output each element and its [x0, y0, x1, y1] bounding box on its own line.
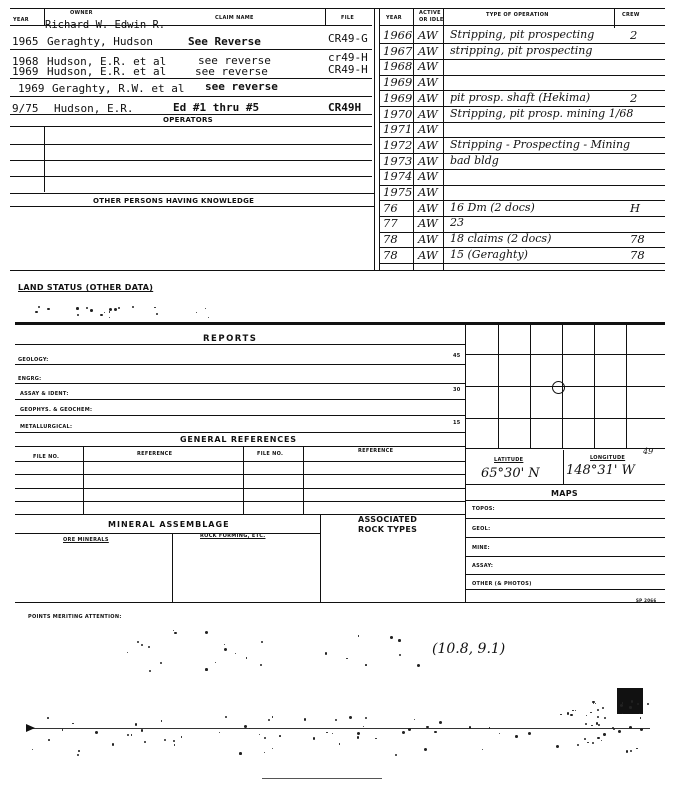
- reports-heading: REPORTS: [203, 334, 258, 344]
- scan-speck: [86, 307, 88, 309]
- operation-type: Stripping, pit prosp. mining 1/68: [450, 106, 634, 120]
- scan-speck: [173, 740, 175, 742]
- scan-speck: [640, 717, 641, 718]
- operation-status: AW: [418, 75, 438, 90]
- owner-row-3-owner: Hudson, E.R. et al: [47, 65, 167, 78]
- operation-row-rule: [380, 263, 665, 264]
- operation-status: AW: [418, 232, 438, 247]
- operation-status: AW: [418, 106, 438, 121]
- operation-year: 77: [383, 216, 398, 231]
- scan-speck: [326, 732, 327, 733]
- scan-speck: [112, 743, 114, 745]
- header-bottom-rule-right: [380, 25, 665, 26]
- owner-row-2-owner: Hudson, E.R. et al: [47, 55, 167, 68]
- scan-speck: [586, 715, 587, 716]
- geol-rule: [466, 537, 665, 538]
- operation-year: 1973: [383, 153, 413, 168]
- scan-speck: [398, 639, 401, 642]
- year-operation-column-header: YEAR: [386, 15, 402, 21]
- type-of-operation-column-header: TYPE OF OPERATION: [486, 12, 549, 18]
- scan-speck: [604, 717, 606, 719]
- crew-column-header: CREW: [622, 12, 640, 18]
- land-status-heading: LAND STATUS (OTHER DATA): [18, 283, 154, 292]
- rock-forming-label: ROCK FORMING, ETC.: [200, 533, 266, 539]
- topos-rule: [466, 518, 665, 519]
- scan-speck: [417, 664, 420, 667]
- scan-speck: [528, 732, 531, 735]
- operation-year: 1970: [383, 106, 413, 121]
- reports-number-30: 30: [453, 387, 461, 393]
- operation-year: 78: [383, 247, 398, 262]
- operation-crew: 78: [630, 232, 645, 247]
- operation-status: AW: [418, 59, 438, 74]
- operation-year: 76: [383, 200, 398, 215]
- scan-speck: [235, 653, 236, 654]
- operation-status: AW: [418, 200, 438, 215]
- header-top-rule: [10, 8, 665, 9]
- operation-status: AW: [418, 137, 438, 152]
- claim-name-column-header: CLAIM NAME: [215, 15, 254, 21]
- operation-crew: 2: [630, 90, 638, 105]
- scan-speck: [224, 644, 225, 645]
- scan-speck: [349, 716, 352, 719]
- scan-speck: [434, 731, 436, 733]
- operation-type: stripping, pit prospecting: [450, 43, 593, 57]
- scan-speck: [149, 670, 151, 672]
- scan-speck: [584, 738, 586, 740]
- references-divider-3: [303, 446, 304, 514]
- scan-speck: [618, 730, 621, 733]
- scan-speck: [109, 311, 111, 313]
- associated-rock-types-line2: ROCK TYPES: [358, 525, 418, 534]
- scan-speck: [399, 654, 401, 656]
- scan-speck: [572, 710, 574, 712]
- operation-status: AW: [418, 247, 438, 262]
- assay-ident-label: ASSAY & IDENT:: [20, 391, 69, 397]
- scan-speck: [567, 712, 570, 715]
- scan-speck: [325, 652, 328, 655]
- operation-status: AW: [418, 153, 438, 168]
- reports-number-15: 15: [453, 420, 461, 426]
- operation-type: pit prosp. shaft (Hekima): [450, 90, 591, 104]
- operation-year: 1975: [383, 185, 413, 199]
- location-marker-icon: [552, 381, 565, 394]
- scan-speck: [640, 728, 643, 731]
- scan-speck: [137, 641, 139, 643]
- scan-speck: [575, 710, 576, 711]
- coordinate-note: (10.8, 9.1): [432, 641, 506, 657]
- operation-year: 1969: [383, 75, 413, 90]
- scan-speck: [622, 713, 624, 715]
- land-status-rule-top: [10, 270, 665, 271]
- operation-year: 1968: [383, 59, 413, 74]
- scan-speck: [132, 306, 134, 308]
- scan-speck: [141, 644, 143, 646]
- scan-speck: [90, 309, 93, 312]
- owner-row-2-year: 1968: [12, 55, 39, 68]
- topos-label: TOPOS:: [472, 506, 495, 512]
- scan-speck: [268, 719, 270, 721]
- scan-speck: [598, 724, 600, 726]
- scan-speck: [637, 703, 640, 706]
- scan-speck: [585, 723, 587, 725]
- scan-speck: [365, 717, 367, 719]
- geology-rule: [15, 364, 465, 365]
- operation-status: AW: [418, 90, 438, 105]
- scan-speck: [164, 739, 166, 741]
- metallurgical-label: METALLURGICAL:: [20, 424, 73, 430]
- operation-year: 1971: [383, 122, 413, 137]
- scan-speck: [482, 749, 483, 750]
- engrg-rule: [15, 383, 465, 384]
- scan-speck: [279, 735, 281, 737]
- scan-speck: [76, 307, 79, 310]
- maps-heading: MAPS: [551, 489, 578, 498]
- scan-speck: [154, 307, 156, 309]
- references-row-3: [15, 488, 465, 489]
- operation-status: AW: [418, 216, 438, 231]
- reference-label: REFERENCE: [137, 451, 173, 457]
- scan-speck: [332, 733, 333, 734]
- scan-speck: [595, 703, 596, 704]
- scan-speck: [439, 721, 442, 724]
- scan-speck: [131, 734, 132, 735]
- scan-speck: [556, 745, 559, 748]
- mineral-assemblage-heading: MINERAL ASSEMBLAGE: [108, 520, 230, 529]
- scan-speck: [118, 307, 120, 309]
- operation-status: AW: [418, 43, 438, 58]
- scan-speck: [104, 312, 105, 313]
- scan-speck: [358, 635, 360, 637]
- owner-row-4-owner: Geraghty, R.W. et al: [52, 82, 185, 95]
- longitude-corner-note: 49: [643, 447, 654, 456]
- references-divider-1: [83, 446, 84, 514]
- operation-type: bad bldg: [450, 153, 499, 167]
- maps-heading-rule-top: [466, 484, 665, 485]
- maps-assay-label: ASSAY:: [472, 563, 494, 569]
- scan-speck: [346, 658, 347, 659]
- operation-type: Stripping - Prospecting - Mining: [450, 137, 631, 151]
- metallurgical-rule: [15, 432, 465, 433]
- scan-speck: [560, 714, 562, 716]
- ore-minerals-label: ORE MINERALS: [63, 537, 109, 543]
- owner-row-4-rule: [10, 96, 372, 97]
- owner-row-5-claim: Ed #1 thru #5: [173, 101, 260, 114]
- operation-year: 1972: [383, 137, 413, 152]
- township-grid: [466, 322, 665, 449]
- other-persons-rule-top: [10, 193, 374, 194]
- left-panel-right-edge: [374, 8, 375, 270]
- owner-row-1-claim: See Reverse: [188, 35, 261, 48]
- scan-speck: [239, 752, 242, 755]
- file-no-label: FILE NO.: [33, 454, 60, 460]
- scan-speck: [135, 723, 138, 726]
- scan-speck: [357, 732, 360, 735]
- scan-speck: [141, 729, 144, 732]
- scan-speck: [304, 718, 307, 721]
- operation-crew: 2: [630, 28, 638, 42]
- scan-speck: [215, 662, 217, 664]
- operation-year: 1966: [383, 28, 413, 42]
- scan-speck: [246, 657, 248, 659]
- scan-speck: [109, 308, 112, 311]
- operators-rule-1: [10, 126, 372, 127]
- scan-speck: [174, 632, 177, 635]
- scan-speck: [365, 664, 367, 666]
- operators-rule-3: [10, 160, 372, 161]
- owner-row-3-claim: see reverse: [195, 65, 268, 78]
- operation-year: 78: [383, 232, 398, 247]
- owner-row-1-file: CR49-G: [328, 32, 368, 45]
- scan-speck: [424, 748, 427, 751]
- operation-status: AW: [418, 185, 438, 199]
- scan-speck: [591, 725, 593, 727]
- geol-label: GEOL:: [472, 526, 491, 532]
- scan-speck: [499, 733, 500, 734]
- scan-speck: [144, 741, 146, 743]
- scan-speck: [597, 716, 599, 718]
- scan-speck: [602, 707, 604, 709]
- operators-column-divider: [44, 126, 45, 192]
- scan-speck: [357, 736, 360, 739]
- scan-speck: [592, 742, 594, 744]
- scan-bottom-stroke: [262, 778, 382, 779]
- owner-row-1-rule: [10, 49, 372, 50]
- geophys-rule: [15, 415, 465, 416]
- references-divider-2: [243, 446, 244, 514]
- operators-rule-2: [10, 144, 372, 145]
- scan-speck: [612, 727, 614, 729]
- owner-row-4-year: 1969: [18, 82, 45, 95]
- scan-speck: [181, 736, 183, 738]
- latitude-value: 65°30' N: [481, 466, 540, 481]
- owner-row-5-file: CR49H: [328, 101, 362, 114]
- year-column-header: YEAR: [13, 17, 29, 23]
- owner-row-5-year: 9/75: [12, 102, 39, 115]
- references-row-1: [15, 461, 465, 462]
- scan-speck: [629, 706, 632, 709]
- operation-year: 1974: [383, 169, 413, 184]
- scan-speck: [597, 737, 600, 740]
- mine-rule: [466, 556, 665, 557]
- scan-speck: [224, 648, 227, 651]
- owner-row-2-file: cr49-H: [328, 51, 368, 64]
- scan-speck: [100, 314, 102, 316]
- scan-speck: [335, 719, 338, 722]
- scan-speck: [78, 750, 80, 752]
- latitude-label: LATITUDE: [494, 457, 524, 463]
- scan-speck: [62, 729, 64, 731]
- scan-speck: [127, 652, 128, 653]
- scan-speck: [48, 739, 50, 741]
- scan-speck: [515, 735, 518, 738]
- scan-speck: [148, 646, 150, 648]
- scan-speck: [636, 748, 638, 750]
- scan-speck: [630, 750, 632, 752]
- references-row-4: [15, 501, 465, 502]
- assay-rule: [15, 399, 465, 400]
- scan-speck: [313, 737, 316, 740]
- scan-speck: [32, 749, 33, 750]
- references-row-2: [15, 474, 465, 475]
- or-idle-column-header: OR IDLE: [419, 17, 444, 23]
- scan-speck: [626, 750, 629, 753]
- general-references-heading: GENERAL REFERENCES: [180, 435, 297, 444]
- scan-speck: [647, 703, 649, 705]
- operators-rule-top: [10, 114, 372, 115]
- assay-rule-maps: [466, 574, 665, 575]
- scan-speck: [264, 737, 266, 739]
- scan-speck: [260, 664, 262, 666]
- operation-year: 1967: [383, 43, 413, 58]
- reports-number-45: 45: [453, 353, 461, 359]
- scan-speck: [156, 313, 158, 315]
- operation-type: 23: [450, 216, 464, 230]
- owner-row-5-owner: Hudson, E.R.: [54, 102, 134, 115]
- scan-speck: [219, 732, 220, 733]
- scan-speck: [593, 703, 594, 704]
- scan-speck: [174, 744, 176, 746]
- mineral-subheading-rule: [15, 533, 320, 534]
- scan-speck: [375, 738, 377, 740]
- scan-speck: [272, 748, 273, 749]
- scan-speck: [205, 668, 208, 671]
- scan-speck: [339, 743, 341, 745]
- scan-speck: [77, 314, 79, 316]
- owner-row-3-rule: [10, 78, 372, 79]
- scan-speck: [631, 700, 634, 703]
- owner-row-3-year: 1969: [12, 65, 39, 78]
- owner-row-4-claim: see reverse: [205, 80, 278, 93]
- mineral-rock-divider: [320, 514, 321, 602]
- file-column-header: FILE: [341, 15, 355, 21]
- scan-noise-line: [30, 728, 650, 729]
- engrg-label: ENGRG:: [18, 376, 42, 382]
- other-persons-rule-bottom: [10, 206, 374, 207]
- scan-arrow-mark: [26, 724, 35, 732]
- scan-speck: [109, 317, 110, 318]
- operation-status: AW: [418, 28, 438, 42]
- scan-speck: [587, 742, 588, 743]
- operators-rule-4: [10, 176, 372, 177]
- scan-speck: [47, 308, 49, 310]
- operation-crew: 78: [630, 247, 645, 262]
- owner-row-2-claim: see reverse: [198, 54, 271, 67]
- operation-status: AW: [418, 169, 438, 184]
- lat-long-divider: [563, 450, 564, 484]
- scan-speck: [95, 731, 98, 734]
- owner-column-header: OWNER: [70, 10, 93, 16]
- points-meriting-attention-label: POINTS MERITING ATTENTION:: [28, 614, 122, 620]
- owner-row-1-owner: Geraghty, Hudson: [47, 35, 153, 48]
- scan-speck: [72, 723, 73, 724]
- scan-speck: [570, 714, 573, 717]
- scan-speck: [272, 716, 274, 718]
- operation-status: AW: [418, 122, 438, 137]
- scan-speck: [408, 728, 411, 731]
- scan-speck: [390, 636, 393, 639]
- scan-speck: [205, 631, 208, 634]
- scan-speck: [402, 731, 405, 734]
- scan-speck: [414, 719, 415, 720]
- operation-type: Stripping, pit prospecting: [450, 28, 595, 41]
- file-column-divider: [325, 8, 326, 26]
- scan-speck: [38, 306, 40, 308]
- scan-speck: [603, 733, 606, 736]
- scan-speck: [160, 662, 162, 664]
- longitude-label: LONGITUDE: [590, 455, 626, 461]
- owner-row-0-owner: Richard W. Edwin R.: [45, 19, 166, 31]
- scan-speck: [395, 754, 398, 757]
- scan-speck: [114, 308, 117, 311]
- associated-rock-types-line1: ASSOCIATED: [358, 515, 418, 524]
- scan-speck: [601, 740, 602, 741]
- operation-year: 1969: [383, 90, 413, 105]
- geology-label: GEOLOGY:: [18, 357, 49, 363]
- mine-label: MINE:: [472, 545, 490, 551]
- reports-heading-rule: [15, 344, 465, 345]
- scan-speck: [590, 712, 592, 714]
- active-column-header: ACTIVE: [419, 10, 441, 16]
- crew-column-divider: [614, 8, 615, 28]
- scan-speck: [259, 734, 260, 735]
- scan-speck: [161, 720, 162, 721]
- scan-speck: [597, 709, 599, 711]
- other-photos-label: OTHER (& PHOTOS): [472, 581, 532, 587]
- owner-row-1-year: 1965: [12, 35, 39, 48]
- other-photos-rule: [466, 589, 665, 590]
- owner-row-3-file: CR49-H: [328, 63, 368, 76]
- scan-speck: [639, 713, 640, 714]
- scan-speck: [196, 312, 197, 313]
- scan-speck: [264, 752, 265, 753]
- scan-speck: [35, 311, 37, 313]
- operation-type: 15 (Geraghty): [450, 247, 528, 261]
- other-persons-heading: OTHER PERSONS HAVING KNOWLEDGE: [93, 197, 255, 205]
- scan-speck: [225, 716, 227, 718]
- scan-speck: [577, 744, 579, 746]
- form-code: SP 2066: [636, 598, 657, 603]
- scan-speck: [208, 317, 209, 318]
- operation-type: 16 Dm (2 docs): [450, 200, 535, 214]
- scan-speck: [205, 308, 206, 309]
- longitude-value: 148°31' W: [566, 463, 635, 478]
- maps-heading-rule: [466, 500, 665, 501]
- scan-speck: [47, 717, 49, 719]
- file-no-label-2: FILE NO.: [257, 451, 284, 457]
- scan-speck: [127, 734, 129, 736]
- mineral-bottom-rule: [15, 602, 665, 603]
- operators-heading: OPERATORS: [163, 116, 213, 124]
- scan-speck: [261, 641, 263, 643]
- scan-speck: [244, 725, 247, 728]
- operation-type: 18 claims (2 docs): [450, 232, 552, 246]
- operation-crew: H: [630, 200, 641, 215]
- ore-rock-forming-divider: [172, 533, 173, 602]
- scan-speck: [77, 754, 79, 756]
- reference-label-2: REFERENCE: [358, 448, 394, 454]
- geophys-label: GEOPHYS. & GEOCHEM:: [20, 407, 93, 413]
